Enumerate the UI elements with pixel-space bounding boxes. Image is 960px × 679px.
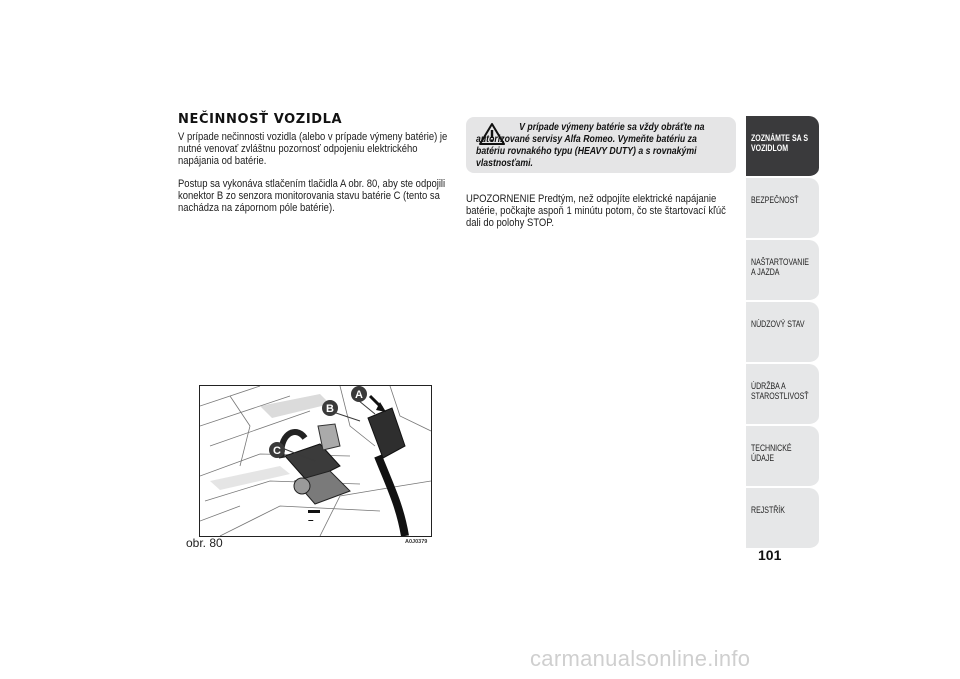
label-b: B <box>326 403 334 415</box>
tab-label: ZOZNÁMTE SA S VOZIDLOM <box>751 133 809 153</box>
paragraph-inactivity: V prípade nečinnosti vozidla (alebo v prípade výmeny batérie) je nutné venovať zvláštnu pozornosť odpojeniu elektrického napájania od batérie. <box>178 131 448 167</box>
label-a: A <box>355 389 363 401</box>
tab-label: BEZPEČNOSŤ <box>751 195 799 205</box>
tab-get-to-know-vehicle[interactable] <box>746 116 819 178</box>
battery-illustration <box>200 386 431 536</box>
section-heading: NEČINNOSŤ VOZIDLA <box>178 112 343 127</box>
tab-label: REJSTŘÍK <box>751 505 785 515</box>
tab-label: TECHNICKÉ ÚDAJE <box>751 443 792 463</box>
label-c: C <box>273 445 281 457</box>
warning-box <box>466 117 736 173</box>
notice-text: UPOZORNENIE Predtým, než odpojíte elektrické napájanie batérie, počkajte aspoň 1 minútu potom, čo ste štartovací kľúč dali do polohy STOP. <box>466 193 726 229</box>
watermark: carmanualsonline.info <box>530 646 751 671</box>
tab-label: ÚDRŽBA A STAROSTLIVOSŤ <box>751 381 809 401</box>
figure-caption: obr. 80 <box>186 536 223 550</box>
tab-technical-data[interactable] <box>746 426 819 488</box>
tab-starting-driving[interactable] <box>746 240 819 302</box>
tab-label: NÚDZOVÝ STAV <box>751 319 805 329</box>
page-number: 101 <box>758 547 782 563</box>
paragraph-procedure: Postup sa vykonáva stlačením tlačidla A obr. 80, aby ste odpojili konektor B zo senzora monitorovania stavu batérie C (tento sa nachádza na zápornom póle batérie). <box>178 178 446 214</box>
warning-text: V prípade výmeny batérie sa vždy obráťte na autorizované servisy Alfa Romeo. Vymeňte batériu za batériu rovnakého typu (HEAVY DUTY) a s rovnakými vlastnosťami. <box>476 121 705 169</box>
tab-safety[interactable] <box>746 178 819 240</box>
tab-label: NAŠTARTOVANIE A JAZDA <box>751 257 810 277</box>
minus-sign: – <box>308 515 314 526</box>
battery-figure <box>199 385 432 537</box>
tab-index[interactable] <box>746 488 819 550</box>
figure-code: A0J0379 <box>405 539 428 545</box>
tab-emergency[interactable] <box>746 302 819 364</box>
tab-maintenance[interactable] <box>746 364 819 426</box>
